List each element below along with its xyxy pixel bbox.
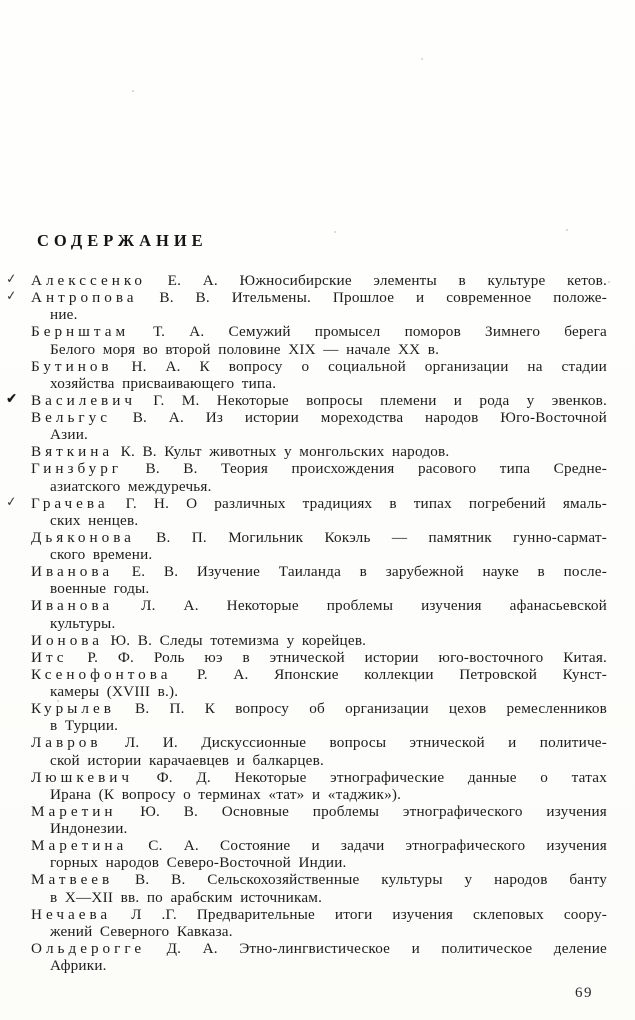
toc-entry bbox=[31, 906, 607, 940]
page-number: 69 bbox=[575, 985, 593, 1001]
toc-entry-line: Нечаева Л .Г. Предварительные итоги изучения склеповых соору- bbox=[31, 905, 607, 923]
author-name: Вяткина К. В. bbox=[31, 443, 157, 461]
author-surname: Ольдерогге bbox=[31, 939, 146, 957]
toc-entry-line: Иванова Л. А. Некоторые проблемы изучения афанасьевской bbox=[31, 597, 608, 615]
toc-entry bbox=[31, 649, 607, 666]
toc-entry bbox=[31, 409, 607, 443]
toc-entry-line: Матвеев В. В. Сельскохозяйственные культуры у народов банту bbox=[31, 871, 608, 889]
author-name: Ольдерогге Д. А. bbox=[31, 939, 218, 957]
toc-entry bbox=[31, 460, 607, 494]
toc-entry-line: Антропова В. В. Ительмены. Прошлое и современное положе- bbox=[31, 289, 608, 307]
toc-entry-line: в X—XII вв. по арабским источникам. bbox=[50, 888, 323, 906]
author-surname: Матвеев bbox=[31, 871, 114, 889]
checkmark-icon: ✓ bbox=[5, 494, 18, 511]
author-surname: Бутинов bbox=[31, 357, 113, 375]
author-surname: Грачева bbox=[31, 494, 109, 512]
toc-entry bbox=[31, 837, 607, 871]
author-surname: Дьяконова bbox=[31, 528, 135, 546]
author-surname: Вяткина bbox=[31, 443, 114, 461]
author-name: Ионова Ю. В. bbox=[31, 631, 153, 649]
toc-entry-line: Азии. bbox=[50, 426, 89, 444]
toc-entry-line: Люшкевич Ф. Д. Некоторые этнографические данные о татах bbox=[31, 768, 607, 786]
author-name: Люшкевич Ф. Д. bbox=[31, 768, 211, 786]
author-surname: Иванова bbox=[31, 563, 114, 581]
toc-entry-line: в Турции. bbox=[50, 717, 119, 735]
toc-entry bbox=[31, 803, 607, 837]
author-name: Алекссенко Е. А. bbox=[31, 272, 218, 289]
toc-entry-line: Василевич Г. М. Некоторые вопросы племени и рода у эвенков. bbox=[31, 391, 607, 409]
author-name: Иванова Л. А. bbox=[31, 597, 199, 615]
toc-entry-line: Маретин Ю. В. Основные проблемы этнографического изучения bbox=[31, 802, 607, 820]
author-name: Маретина С. А. bbox=[31, 837, 199, 855]
toc-entry-line: Белого моря во второй половине XIX — начале XX в. bbox=[50, 340, 440, 358]
author-surname: Антропова bbox=[31, 289, 138, 307]
author-surname: Василевич bbox=[31, 391, 136, 409]
author-surname: Курылев bbox=[31, 700, 115, 718]
toc-entry bbox=[31, 597, 607, 631]
toc-entry-line: азиатского междуречья. bbox=[50, 477, 212, 495]
table-of-contents bbox=[5, 271, 608, 974]
toc-entry-line: Гинзбург В. В. Теория происхождения расового типа Средне- bbox=[31, 460, 607, 478]
toc-entry bbox=[31, 666, 607, 700]
author-surname: Иванова bbox=[31, 597, 114, 615]
toc-entry bbox=[31, 632, 607, 649]
toc-entry-line: Лавров Л. И. Дискуссионные вопросы этнической и политиче- bbox=[31, 734, 607, 752]
author-name: Итс Р. Ф. bbox=[31, 648, 135, 666]
toc-entry-line: хозяйства присваивающего типа. bbox=[50, 374, 277, 392]
author-surname: Вельгус bbox=[31, 409, 111, 426]
author-name: Иванова Е. В. bbox=[31, 563, 179, 581]
toc-entry bbox=[31, 443, 607, 460]
author-surname: Бернштам bbox=[31, 323, 130, 341]
toc-entry bbox=[31, 700, 607, 734]
toc-entry bbox=[31, 323, 607, 357]
author-name: Грачева Г. Н. bbox=[31, 494, 170, 512]
scan-speck bbox=[566, 229, 568, 231]
toc-entry bbox=[31, 529, 607, 563]
author-name: Вельгус В. А. bbox=[31, 409, 184, 426]
author-name: Бернштам Т. А. bbox=[31, 323, 205, 341]
author-surname: Гинзбург bbox=[31, 460, 123, 478]
author-surname: Ксенофонтова bbox=[31, 665, 172, 683]
toc-entry-line: Ирана (К вопросу о терминах «тат» и «таджик»). bbox=[50, 785, 402, 803]
toc-entry-line: военные годы. bbox=[50, 580, 150, 598]
contents-heading: СОДЕРЖАНИЕ bbox=[37, 231, 208, 250]
toc-entry bbox=[5, 390, 607, 409]
toc-entry-line: Африки. bbox=[50, 957, 107, 974]
toc-entry bbox=[31, 563, 607, 597]
scan-speck bbox=[57, 700, 59, 702]
toc-entry-line: Ольдерогге Д. А. Этно-лингвистическое и политическое деление bbox=[31, 939, 607, 957]
author-surname: Алекссенко bbox=[31, 272, 147, 289]
toc-entry-line: ских ненцев. bbox=[50, 511, 139, 529]
scan-speck bbox=[132, 90, 134, 92]
toc-entry-line: Иванова Е. В. Изучение Таиланда в зарубежной науке в после- bbox=[31, 563, 607, 581]
toc-entry-line: Курылев В. П. К вопросу об организации цехов ремесленников bbox=[31, 700, 607, 718]
toc-entry-line: Грачева Г. Н. О различных традициях в типах погребений ямаль- bbox=[31, 494, 607, 512]
author-surname: Лавров bbox=[31, 734, 102, 752]
toc-entry bbox=[31, 871, 607, 905]
author-name: Матвеев В. В. bbox=[31, 871, 186, 889]
author-name: Маретин Ю. В. bbox=[31, 802, 199, 820]
toc-entry-line: камеры (XVIII в.). bbox=[50, 683, 179, 700]
toc-entry-line: Индонезии. bbox=[50, 820, 128, 837]
toc-entry bbox=[31, 358, 607, 392]
toc-entry bbox=[5, 271, 607, 289]
checkmark-icon: ✔ bbox=[5, 390, 18, 408]
author-surname: Ионова bbox=[31, 631, 103, 649]
toc-entry bbox=[5, 288, 608, 324]
author-name: Антропова В. В. bbox=[31, 289, 210, 307]
toc-entry-line: Маретина С. А. Состояние и задачи этнографического изучения bbox=[31, 837, 607, 855]
toc-entry bbox=[31, 769, 607, 803]
author-name: Нечаева Л .Г. bbox=[31, 905, 177, 923]
toc-entry-line: Дьяконова В. П. Могильник Кокэль — памятник гунно-сармат- bbox=[31, 528, 607, 546]
toc-entry-line: Вяткина К. В. Культ животных у монгольских народов. bbox=[31, 443, 450, 461]
author-surname: Нечаева bbox=[31, 905, 112, 923]
toc-entry bbox=[31, 734, 607, 768]
toc-entry-line: Бернштам Т. А. Семужий промысел поморов Зимнего берега bbox=[31, 323, 607, 341]
toc-entry-line: Бутинов Н. А. К вопросу о социальной организации на стадии bbox=[31, 357, 607, 375]
toc-entry-line: Ксенофонтова Р. А. Японские коллекции Петровской Кунст- bbox=[31, 665, 608, 683]
author-surname: Итс bbox=[31, 648, 68, 666]
author-name: Василевич Г. М. bbox=[31, 391, 200, 409]
toc-entry-line: Вельгус В. А. Из истории мореходства народов Юго-Восточной bbox=[31, 409, 607, 426]
author-surname: Маретина bbox=[31, 837, 128, 855]
toc-entry-line: Итс Р. Ф. Роль юэ в этнической истории юго-восточного Китая. bbox=[31, 648, 607, 666]
author-name: Лавров Л. И. bbox=[31, 734, 178, 752]
toc-entry bbox=[5, 494, 607, 529]
toc-entry bbox=[31, 940, 607, 974]
toc-entry-line: ской истории карачаевцев и балкарцев. bbox=[50, 751, 324, 769]
scan-speck bbox=[421, 58, 423, 60]
toc-entry-line: ние. bbox=[50, 306, 78, 324]
toc-entry-line: жений Северного Кавказа. bbox=[50, 922, 233, 940]
checkmark-icon: ✓ bbox=[5, 271, 18, 288]
author-surname: Маретин bbox=[31, 802, 117, 820]
toc-entry-line: ского времени. bbox=[50, 546, 153, 563]
author-name: Ксенофонтова Р. А. bbox=[31, 665, 249, 683]
checkmark-icon: ✓ bbox=[5, 288, 18, 305]
toc-entry-line: Алекссенко Е. А. Южносибирские элементы в культуре кетов. bbox=[31, 272, 607, 289]
scan-speck bbox=[334, 231, 336, 233]
author-name: Бутинов Н. А. bbox=[31, 357, 181, 375]
author-surname: Люшкевич bbox=[31, 768, 134, 786]
toc-entry-line: культуры. bbox=[50, 614, 116, 632]
toc-entry-line: Ионова Ю. В. Следы тотемизма у корейцев. bbox=[31, 631, 367, 649]
author-name: Гинзбург В. В. bbox=[31, 460, 198, 478]
author-name: Курылев В. П. bbox=[31, 700, 185, 718]
toc-entry-line: горных народов Северо-Восточной Индии. bbox=[50, 854, 347, 872]
author-name: Дьяконова В. П. bbox=[31, 528, 207, 546]
scan-speck bbox=[608, 281, 610, 283]
